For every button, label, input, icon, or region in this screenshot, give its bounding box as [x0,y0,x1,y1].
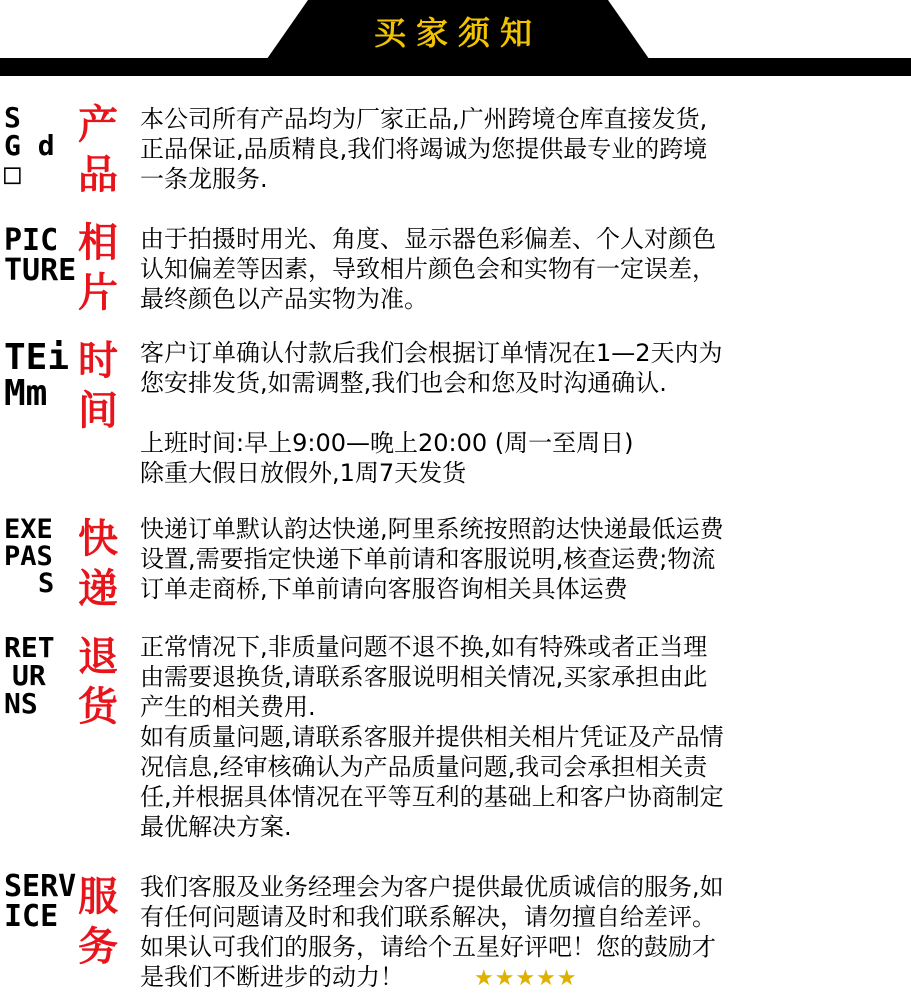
five-star-icon: ★★★★★ [474,966,578,991]
service-closing-line: 是我们不断进步的动力！ [140,963,404,991]
product-heading: 产 品 [78,102,118,198]
returns-text: 正常情况下,非质量问题不退不换,如有特殊或者正当理 由需要退换货,请联系客服说明相关情况,买家承担由此 产生的相关费用. 如有质量问题,请联系客服并提供相关相片凭证及产品情 况信息,经审核确认为产品质量问题,我司会承担相关责 任,并根据具体情况在平等互利的基础上和客户协商制定 最优解决方案. [140,633,724,841]
picture-heading: 相 片 [78,220,118,316]
express-logo: EXE PAS S [4,514,55,599]
section-returns [0,628,911,848]
picture-logo: PIC TURE [4,223,77,288]
express-text: 快递订单默认韵达快递,阿里系统按照韵达快递最低运费 设置,需要指定快递下单前请和客服说明,核查运费;物流 订单走商桥,下单前请向客服咨询相关具体运费 [140,515,724,603]
section-time [0,334,911,487]
time-heading: 时 间 [78,338,118,434]
service-heading: 服 务 [78,874,118,970]
service-logo: SERV ICE [4,869,77,934]
product-text: 本公司所有产品均为厂家正品,广州跨境仓库直接发货, 正品保证,品质精良,我们将竭诚为您提供最专业的跨境 一条龙服务. [140,105,708,193]
section-service [0,868,911,991]
express-heading: 快 递 [78,516,118,612]
banner-title: 买家须知 [373,14,542,52]
returns-logo: RET UR NS [4,631,55,720]
time-logo: TEi Mm [4,337,70,414]
section-product [0,98,911,198]
picture-text: 由于拍摄时用光、角度、显示器色彩偏差、个人对颜色 认知偏差等因素，导致相片颜色会和实物有一定误差， 最终颜色以产品实物为准。 [140,225,716,313]
product-logo: S G d □ [4,101,55,190]
service-text: 我们客服及业务经理会为客户提供最优质诚信的服务,如 有任何问题请及时和我们联系解决，请勿擅自给差评。 如果认可我们的服务，请给个五星好评吧！您的鼓励才 是我们不断进步的动力！ ★★★★★ [140,873,724,991]
returns-heading: 退 货 [78,634,118,730]
time-text: 客户订单确认付款后我们会根据订单情况在1—2天内为 您安排发货,如需调整,我们也会和您及时沟通确认. 上班时间:早上9:00—晚上20:00 (周一至周日) 除重大假日放假外,1周7天发货 [140,339,723,487]
section-picture [0,218,911,314]
section-express [0,510,911,610]
